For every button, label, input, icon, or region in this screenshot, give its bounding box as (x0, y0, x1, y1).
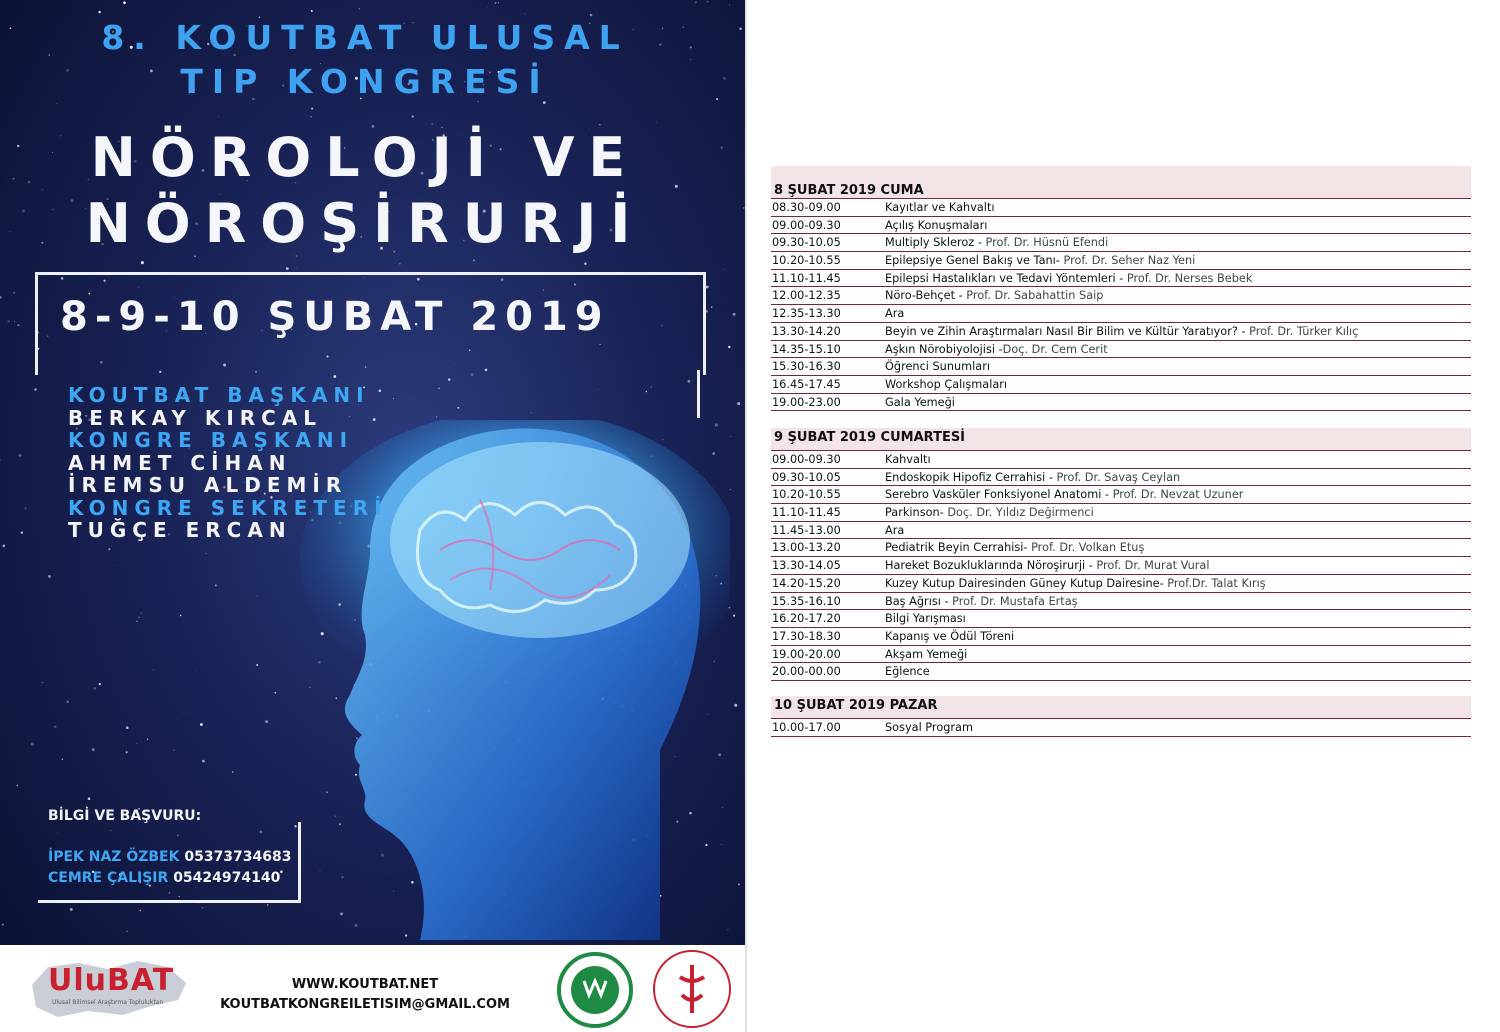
star-dot (31, 743, 34, 746)
session-time: 08.30-09.00 (772, 201, 841, 214)
schedule-row (771, 323, 1471, 341)
session-time: 10.20-10.55 (772, 488, 841, 502)
star-dot (333, 375, 336, 378)
star-dot (56, 103, 57, 104)
session-title (885, 630, 1014, 643)
schedule-row (771, 358, 1471, 376)
ulubat-logo-subtitle: Ulusal Bilimsel Araştırma Topluluktan (52, 999, 164, 1006)
session-time: 10.00-17.00 (772, 721, 841, 734)
star-dot (136, 621, 137, 622)
session-title (885, 360, 990, 373)
day-header (771, 428, 1471, 450)
session-topic: Kayıtlar ve Kahvaltı (885, 201, 995, 214)
star-dot (92, 748, 95, 751)
star-dot (62, 758, 64, 760)
session-topic: Nöro-Behçet - (885, 289, 967, 303)
day-rows (771, 450, 1471, 681)
star-dot (487, 7, 488, 8)
theme-title-line2: NÖROŞİRURJİ (85, 192, 645, 255)
star-dot (126, 751, 128, 753)
star-dot (42, 682, 43, 683)
star-dot (431, 123, 433, 125)
star-dot (67, 701, 70, 704)
organizer-role: KONGRE SEKRETERİ (68, 495, 388, 520)
session-title (885, 541, 1144, 554)
session-time: 09.00-09.30 (772, 453, 841, 466)
schedule-row (771, 252, 1471, 270)
schedule-row (771, 287, 1471, 305)
schedule-row (771, 486, 1471, 504)
schedule-row (771, 557, 1471, 575)
organizer-name: AHMET CİHAN (68, 450, 292, 475)
star-dot (19, 454, 22, 457)
schedule-row (771, 270, 1471, 288)
session-title (885, 559, 1209, 572)
info-label: BİLGİ VE BAŞVURU: (48, 808, 202, 824)
session-time: 12.00-12.35 (772, 289, 841, 303)
medical-faculty-seal (650, 947, 734, 1031)
day-title: 8 ŞUBAT 2019 CUMA (774, 183, 924, 198)
session-title (885, 378, 1007, 391)
star-dot (17, 785, 18, 786)
star-dot (48, 575, 51, 578)
star-dot (733, 313, 736, 316)
session-time: 13.30-14.05 (772, 559, 841, 573)
session-time: 11.10-11.45 (772, 271, 841, 285)
theme-title-line1: NÖROLOJİ VE (90, 126, 640, 189)
congress-title-line2: TIP KONGRESİ (180, 62, 550, 101)
star-dot (13, 292, 15, 294)
page-divider (745, 0, 747, 1032)
star-dot (738, 883, 740, 885)
session-topic: Endoskopik Hipofiz Cerrahisi - (885, 470, 1057, 484)
schedule-row (771, 646, 1471, 664)
star-dot (690, 59, 691, 60)
schedule-row (771, 522, 1471, 540)
schedule-row (771, 341, 1471, 359)
session-time: 09.30-10.05 (772, 236, 841, 250)
star-dot (34, 388, 36, 390)
star-dot (126, 931, 128, 933)
session-time: 09.30-10.05 (772, 470, 841, 484)
contact-name: CEMRE ÇALIŞIR (48, 870, 169, 886)
star-dot (438, 388, 439, 389)
star-dot (310, 116, 311, 117)
star-dot (14, 321, 15, 322)
organizers-list (68, 384, 388, 542)
schedule-row (771, 234, 1471, 252)
session-title (885, 648, 967, 661)
session-title (885, 396, 955, 409)
website-link[interactable]: WWW.KOUTBAT.NET (291, 977, 439, 992)
session-topic: Parkinson- (885, 506, 948, 520)
star-dot (200, 723, 203, 726)
star-dot (98, 11, 101, 14)
congress-title-line1: 8. KOUTBAT ULUSAL (101, 18, 629, 57)
organizer-role: KOUTBAT BAŞKANI (68, 383, 370, 407)
session-topic: Bilgi Yarışması (885, 612, 966, 626)
session-topic: Serebro Vasküler Fonksiyonel Anatomi - (885, 488, 1113, 502)
day-block-1 (771, 166, 1471, 411)
session-title (885, 219, 987, 232)
session-speaker: Prof. Dr. Sabahattin Saip (966, 289, 1104, 303)
session-speaker: Prof.Dr. Talat Kırış (1167, 576, 1266, 590)
session-title (885, 577, 1266, 590)
schedule-row (771, 376, 1471, 394)
star-dot (295, 255, 297, 257)
star-dot (311, 10, 313, 12)
star-dot (706, 285, 709, 288)
session-title (885, 307, 904, 320)
star-dot (136, 743, 137, 744)
session-topic: Ara (885, 523, 905, 537)
session-title (885, 272, 1252, 285)
session-title (885, 488, 1243, 501)
star-dot (141, 261, 144, 264)
star-dot (584, 263, 586, 265)
star-dot (24, 507, 26, 509)
star-dot (359, 8, 360, 9)
session-topic: Aşkın Nörobiyolojisi - (885, 342, 1003, 356)
schedule-row (771, 719, 1471, 737)
star-dot (198, 903, 199, 904)
star-dot (3, 545, 6, 548)
schedule-row (771, 628, 1471, 646)
session-time: 12.35-13.30 (772, 307, 841, 321)
star-dot (695, 1, 697, 3)
star-dot (138, 617, 139, 618)
star-dot (731, 436, 732, 437)
poster-footer (0, 945, 745, 1032)
organizer-role: KONGRE BAŞKANI (68, 428, 354, 452)
session-title (885, 254, 1195, 267)
session-speaker: Prof. Dr. Türker Kılıç (1249, 324, 1359, 338)
star-dot (393, 398, 394, 399)
organizer-name: İREMSU ALDEMİR (68, 473, 348, 497)
session-title (885, 201, 995, 214)
star-dot (473, 260, 475, 262)
session-topic: Kahvaltı (885, 453, 931, 466)
star-dot (296, 268, 297, 269)
session-speaker: Prof. Dr. Nerses Bebek (1126, 271, 1253, 285)
schedule-row (771, 217, 1471, 235)
session-time: 19.00-23.00 (772, 395, 841, 409)
session-topic: Gala Yemeği (885, 395, 955, 409)
session-time: 16.45-17.45 (772, 377, 841, 391)
star-dot (436, 416, 437, 417)
session-title (885, 236, 1108, 249)
session-title (885, 524, 904, 537)
star-dot (205, 553, 206, 554)
star-dot (215, 584, 217, 586)
star-dot (232, 771, 234, 773)
session-time: 11.10-11.45 (772, 506, 841, 520)
session-title (885, 453, 931, 466)
star-dot (153, 669, 154, 670)
day-header (771, 166, 1471, 198)
schedule-row (771, 199, 1471, 217)
star-dot (590, 14, 593, 17)
star-dot (70, 908, 73, 911)
star-dot (707, 1, 708, 2)
star-dot (88, 797, 91, 800)
star-dot (180, 615, 182, 617)
star-dot (734, 704, 737, 707)
star-dot (99, 683, 101, 685)
session-topic: Beyin ve Zihin Araştırmaları Nasıl Bir Bilim ve Kültür Yaratıyor? - (885, 324, 1250, 338)
star-dot (184, 713, 185, 714)
day-header (771, 696, 1471, 718)
contact-phone: 05373734683 (184, 849, 292, 865)
session-time: 13.30-14.20 (772, 324, 841, 338)
session-speaker: Prof. Dr. Mustafa Ertaş (952, 594, 1078, 608)
session-title (885, 595, 1078, 608)
session-topic: Sosyal Program (885, 721, 973, 734)
day-block-2 (771, 428, 1471, 681)
schedule-row (771, 504, 1471, 522)
star-dot (729, 4, 730, 5)
schedule-row (771, 305, 1471, 323)
session-time: 17.30-18.30 (772, 629, 841, 643)
star-dot (651, 387, 652, 388)
star-dot (174, 750, 175, 751)
star-dot (688, 380, 691, 383)
ulubat-logo-text: UluBAT (48, 963, 175, 998)
star-dot (495, 2, 497, 4)
session-time: 11.45-13.00 (772, 523, 841, 537)
star-dot (274, 692, 276, 694)
session-title (885, 665, 930, 678)
star-dot (2, 923, 4, 925)
session-time: 15.35-16.10 (772, 594, 841, 608)
star-dot (115, 565, 116, 566)
schedule-row (771, 575, 1471, 593)
star-dot (219, 943, 220, 944)
star-dot (739, 27, 742, 30)
star-dot (724, 269, 725, 270)
star-dot (448, 378, 451, 381)
star-dot (194, 256, 195, 257)
star-dot (202, 907, 204, 909)
session-topic: Kuzey Kutup Dairesinden Güney Kutup Dairesine- (885, 576, 1168, 590)
star-dot (265, 720, 268, 723)
star-dot (399, 263, 401, 265)
session-time: 14.20-15.20 (772, 576, 841, 590)
star-dot (108, 548, 110, 550)
star-dot (0, 460, 1, 462)
star-dot (737, 402, 740, 405)
star-dot (543, 101, 546, 104)
star-dot (711, 306, 713, 308)
session-topic: Eğlence (885, 665, 930, 679)
session-topic: Hareket Bozukluklarında Nöroşirurji - (885, 559, 1097, 573)
session-speaker: Prof. Dr. Hüsnü Efendi (985, 236, 1109, 250)
session-time: 15.30-16.30 (772, 360, 841, 374)
star-dot (42, 189, 43, 190)
dates-frame-tail (697, 370, 700, 418)
schedule-row (771, 451, 1471, 469)
organizer-name: BERKAY KIRCAL (68, 405, 323, 430)
session-speaker: Prof. Dr. Volkan Etuş (1031, 541, 1145, 555)
schedule-row (771, 394, 1471, 412)
session-speaker: Prof. Dr. Murat Vural (1096, 559, 1210, 573)
session-topic: Öğrenci Sunumları (885, 360, 991, 374)
star-dot (267, 904, 269, 906)
day-title: 10 ŞUBAT 2019 PAZAR (774, 698, 938, 713)
star-dot (147, 739, 148, 740)
star-dot (257, 595, 258, 596)
kocaeli-university-seal (556, 951, 634, 1029)
session-title (885, 506, 1094, 519)
session-title (885, 343, 1108, 356)
star-dot (21, 531, 23, 533)
star-dot (598, 389, 599, 390)
session-topic: Kapanış ve Ödül Töreni (885, 629, 1015, 643)
star-dot (646, 391, 648, 393)
session-speaker: Prof. Dr. Seher Naz Yeni (1063, 254, 1196, 268)
star-dot (728, 346, 730, 348)
contact-1 (48, 849, 292, 865)
day-rows (771, 718, 1471, 737)
schedule-row (771, 539, 1471, 557)
contact-2 (48, 870, 280, 886)
star-dot (218, 116, 219, 117)
day-rows (771, 198, 1471, 411)
star-dot (17, 324, 19, 326)
day-block-3 (771, 696, 1471, 737)
schedule-row (771, 593, 1471, 611)
session-topic: Açılış Konuşmaları (885, 218, 988, 232)
session-speaker: Doç. Dr. Yıldız Değirmenci (947, 506, 1094, 520)
star-dot (311, 108, 313, 110)
star-dot (724, 310, 725, 311)
session-time: 16.20-17.20 (772, 612, 841, 626)
session-topic: Baş Ağrısı - (885, 594, 953, 608)
organizer-name: TUĞÇE ERCAN (68, 518, 292, 542)
star-dot (524, 13, 525, 14)
session-title (885, 325, 1358, 338)
session-time: 13.00-13.20 (772, 541, 841, 555)
session-topic: Epilepsiye Genel Bakış ve Tanı- (885, 254, 1064, 268)
star-dot (93, 687, 96, 690)
schedule-row (771, 469, 1471, 487)
session-topic: Epilepsi Hastalıkları ve Tedavi Yöntemleri - (885, 271, 1127, 285)
star-dot (498, 2, 499, 3)
star-dot (140, 910, 141, 911)
session-speaker: Prof. Dr. Nevzat Uzuner (1112, 488, 1244, 502)
email-link[interactable]: KOUTBATKONGREILETISIM@GMAIL.COM (220, 997, 510, 1012)
session-speaker: Doç. Dr. Cem Cerit (1002, 342, 1108, 356)
schedule-row (771, 610, 1471, 628)
session-title (885, 471, 1180, 484)
star-dot (256, 664, 258, 666)
star-dot (412, 115, 414, 117)
session-time: 19.00-20.00 (772, 647, 841, 661)
session-speaker: Prof. Dr. Savaş Ceylan (1056, 470, 1181, 484)
star-dot (656, 122, 657, 123)
star-dot (457, 407, 459, 409)
congress-dates: 8-9-10 ŞUBAT 2019 (60, 294, 610, 340)
schedule-row (771, 663, 1471, 681)
day-title: 9 ŞUBAT 2019 CUMARTESİ (774, 430, 966, 445)
star-dot (141, 612, 142, 613)
session-topic: Pediatrik Beyin Cerrahisi- (885, 541, 1032, 555)
session-topic: Multiply Skleroz - (885, 236, 986, 250)
session-topic: Akşam Yemeği (885, 647, 968, 661)
session-title (885, 721, 973, 734)
session-time: 09.00-09.30 (772, 218, 841, 232)
session-time: 10.20-10.55 (772, 254, 841, 268)
session-title (885, 612, 966, 625)
star-dot (123, 1, 126, 4)
star-dot (0, 296, 2, 298)
star-dot (196, 671, 197, 672)
contact-phone: 05424974140 (173, 870, 281, 886)
session-time: 20.00-00.00 (772, 665, 841, 679)
star-dot (54, 726, 56, 728)
session-title (885, 289, 1103, 302)
star-dot (286, 267, 289, 270)
star-dot (126, 726, 129, 729)
session-topic: Workshop Çalışmaları (885, 377, 1008, 391)
star-dot (202, 760, 205, 763)
session-topic: Ara (885, 307, 905, 321)
star-dot (733, 615, 735, 617)
session-time: 14.35-15.10 (772, 342, 841, 356)
star-dot (531, 412, 532, 413)
congress-poster (0, 0, 745, 1032)
contact-web (200, 975, 530, 1015)
star-dot (7, 320, 9, 322)
star-dot (478, 101, 479, 102)
contact-name: İPEK NAZ ÖZBEK (48, 849, 180, 865)
